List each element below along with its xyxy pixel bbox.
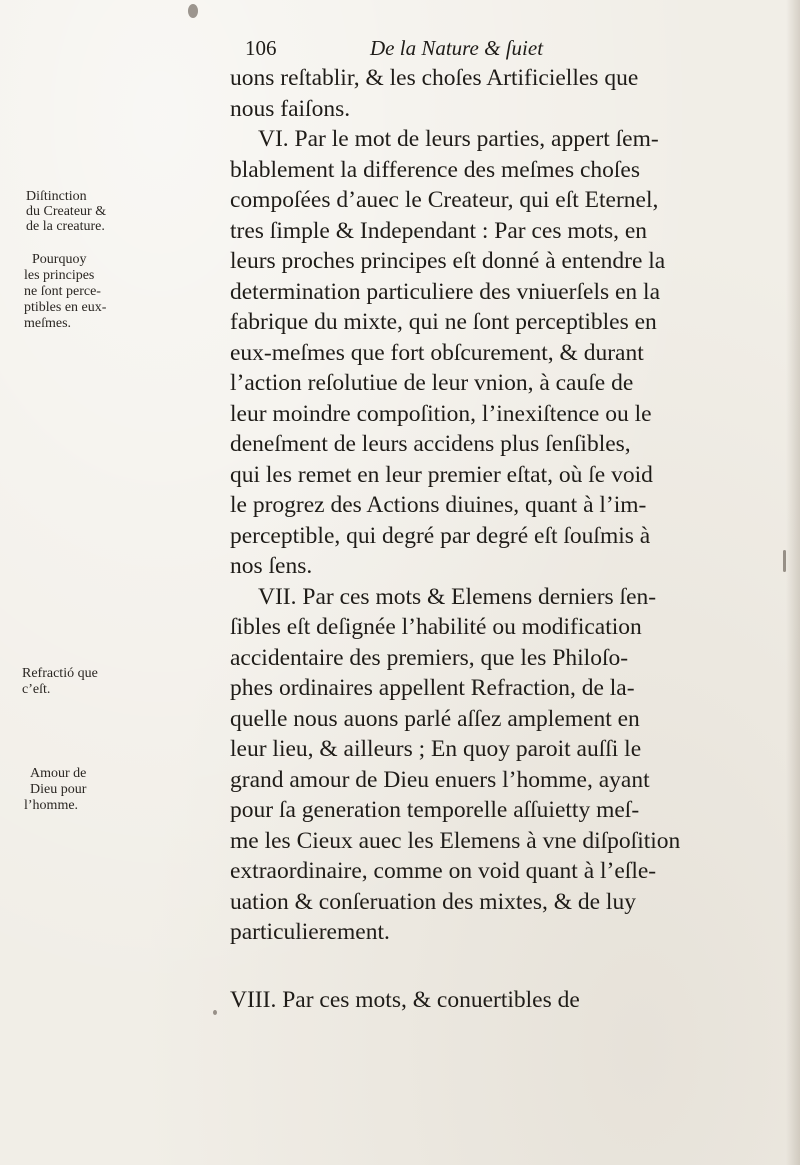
page-number: 106 <box>245 36 277 60</box>
text-line: accidentaire des premiers, que les Philoſo- <box>230 644 629 671</box>
margin-note-pourquoy-3: ne ſont perce- <box>24 284 101 299</box>
text-line: uation & conſeruation des mixtes, & de luy <box>230 888 636 915</box>
margin-note-pourquoy-1: Pourquoy <box>32 252 87 267</box>
text-line: leurs proches principes eſt donné à entendre la <box>230 248 666 274</box>
text-line: l’action reſolutiue de leur vnion, à cauſe de <box>230 370 634 396</box>
text-line: VII. Par ces mots & Elemens derniers ſen- <box>258 583 657 610</box>
running-title: De la Nature & ſuiet <box>370 36 544 60</box>
text-line: qui les remet en leur premier eſtat, où ſe void <box>230 461 653 488</box>
text-line: uons reſtablir, & les choſes Artificielles que <box>230 65 639 91</box>
text-line: perceptible, qui degré par degré eſt ſouſmis à <box>230 522 651 549</box>
text-line: tres ſimple & Independant : Par ces mots, en <box>230 217 648 244</box>
text-line: me les Cieux auec les Elemens à vne diſpoſition <box>230 827 681 854</box>
text-line: leur moindre compoſition, l’inexiſtence ou le <box>230 400 652 427</box>
text-line: nous faiſons. <box>230 95 351 122</box>
text-line: fabrique du mixte, qui ne ſont perceptibles en <box>230 309 657 335</box>
margin-note-refraction-1: Refractió que <box>22 666 98 681</box>
text-line: ſibles eſt deſignée l’habilité ou modification <box>230 614 642 640</box>
margin-note-amour-2: Dieu pour <box>30 782 87 797</box>
catchword-line: VIII. Par ces mots, & conuertibles de <box>230 987 580 1013</box>
text-line: VI. Par le mot de leurs parties, appert ſem- <box>258 126 659 152</box>
margin-note-amour-3: l’homme. <box>24 798 79 813</box>
margin-note-refraction-2: c’eſt. <box>22 682 51 697</box>
text-line: grand amour de Dieu enuers l’homme, ayant <box>230 766 650 793</box>
text-line: leur lieu, & ailleurs ; En quoy paroit auſſi le <box>230 736 642 762</box>
text-line: phes ordinaires appellent Refraction, de la- <box>230 675 635 701</box>
margin-note-pourquoy-5: meſmes. <box>24 316 72 331</box>
text-line: particulierement. <box>230 919 390 945</box>
text-line: eux-meſmes que fort obſcurement, & durant <box>230 339 644 366</box>
margin-note-distinction-2: du Createur & <box>26 204 107 219</box>
text-line: compoſées d’auec le Createur, qui eſt Eternel, <box>230 187 659 213</box>
margin-note-pourquoy-2: les principes <box>24 268 95 283</box>
text-line: blablement la difference des meſmes choſes <box>230 156 640 183</box>
page-edge-shadow <box>786 0 800 1165</box>
text-line: deneſment de leurs accidens plus ſenſibles, <box>230 431 631 457</box>
text-line: determination particuliere des vniuerſels en la <box>230 278 661 305</box>
margin-note-distinction-1: Diſtinction <box>26 189 87 204</box>
ink-blot <box>213 1010 217 1015</box>
ink-blot <box>188 4 198 18</box>
body-text <box>230 63 740 948</box>
ink-mark <box>783 550 786 572</box>
text-line: extraordinaire, comme on void quant à l’eſle- <box>230 858 657 884</box>
margin-note-pourquoy-4: ptibles en eux- <box>24 300 107 315</box>
page-header <box>245 36 735 62</box>
text-line: le progrez des Actions diuines, quant à l’im- <box>230 492 647 518</box>
text-line: quelle nous auons parlé aſſez amplement en <box>230 705 640 732</box>
text-line: nos ſens. <box>230 553 313 579</box>
margin-note-distinction-3: de la creature. <box>26 219 105 234</box>
text-line: pour ſa generation temporelle aſſuietty meſ- <box>230 797 640 823</box>
margin-note-amour-1: Amour de <box>30 766 87 781</box>
